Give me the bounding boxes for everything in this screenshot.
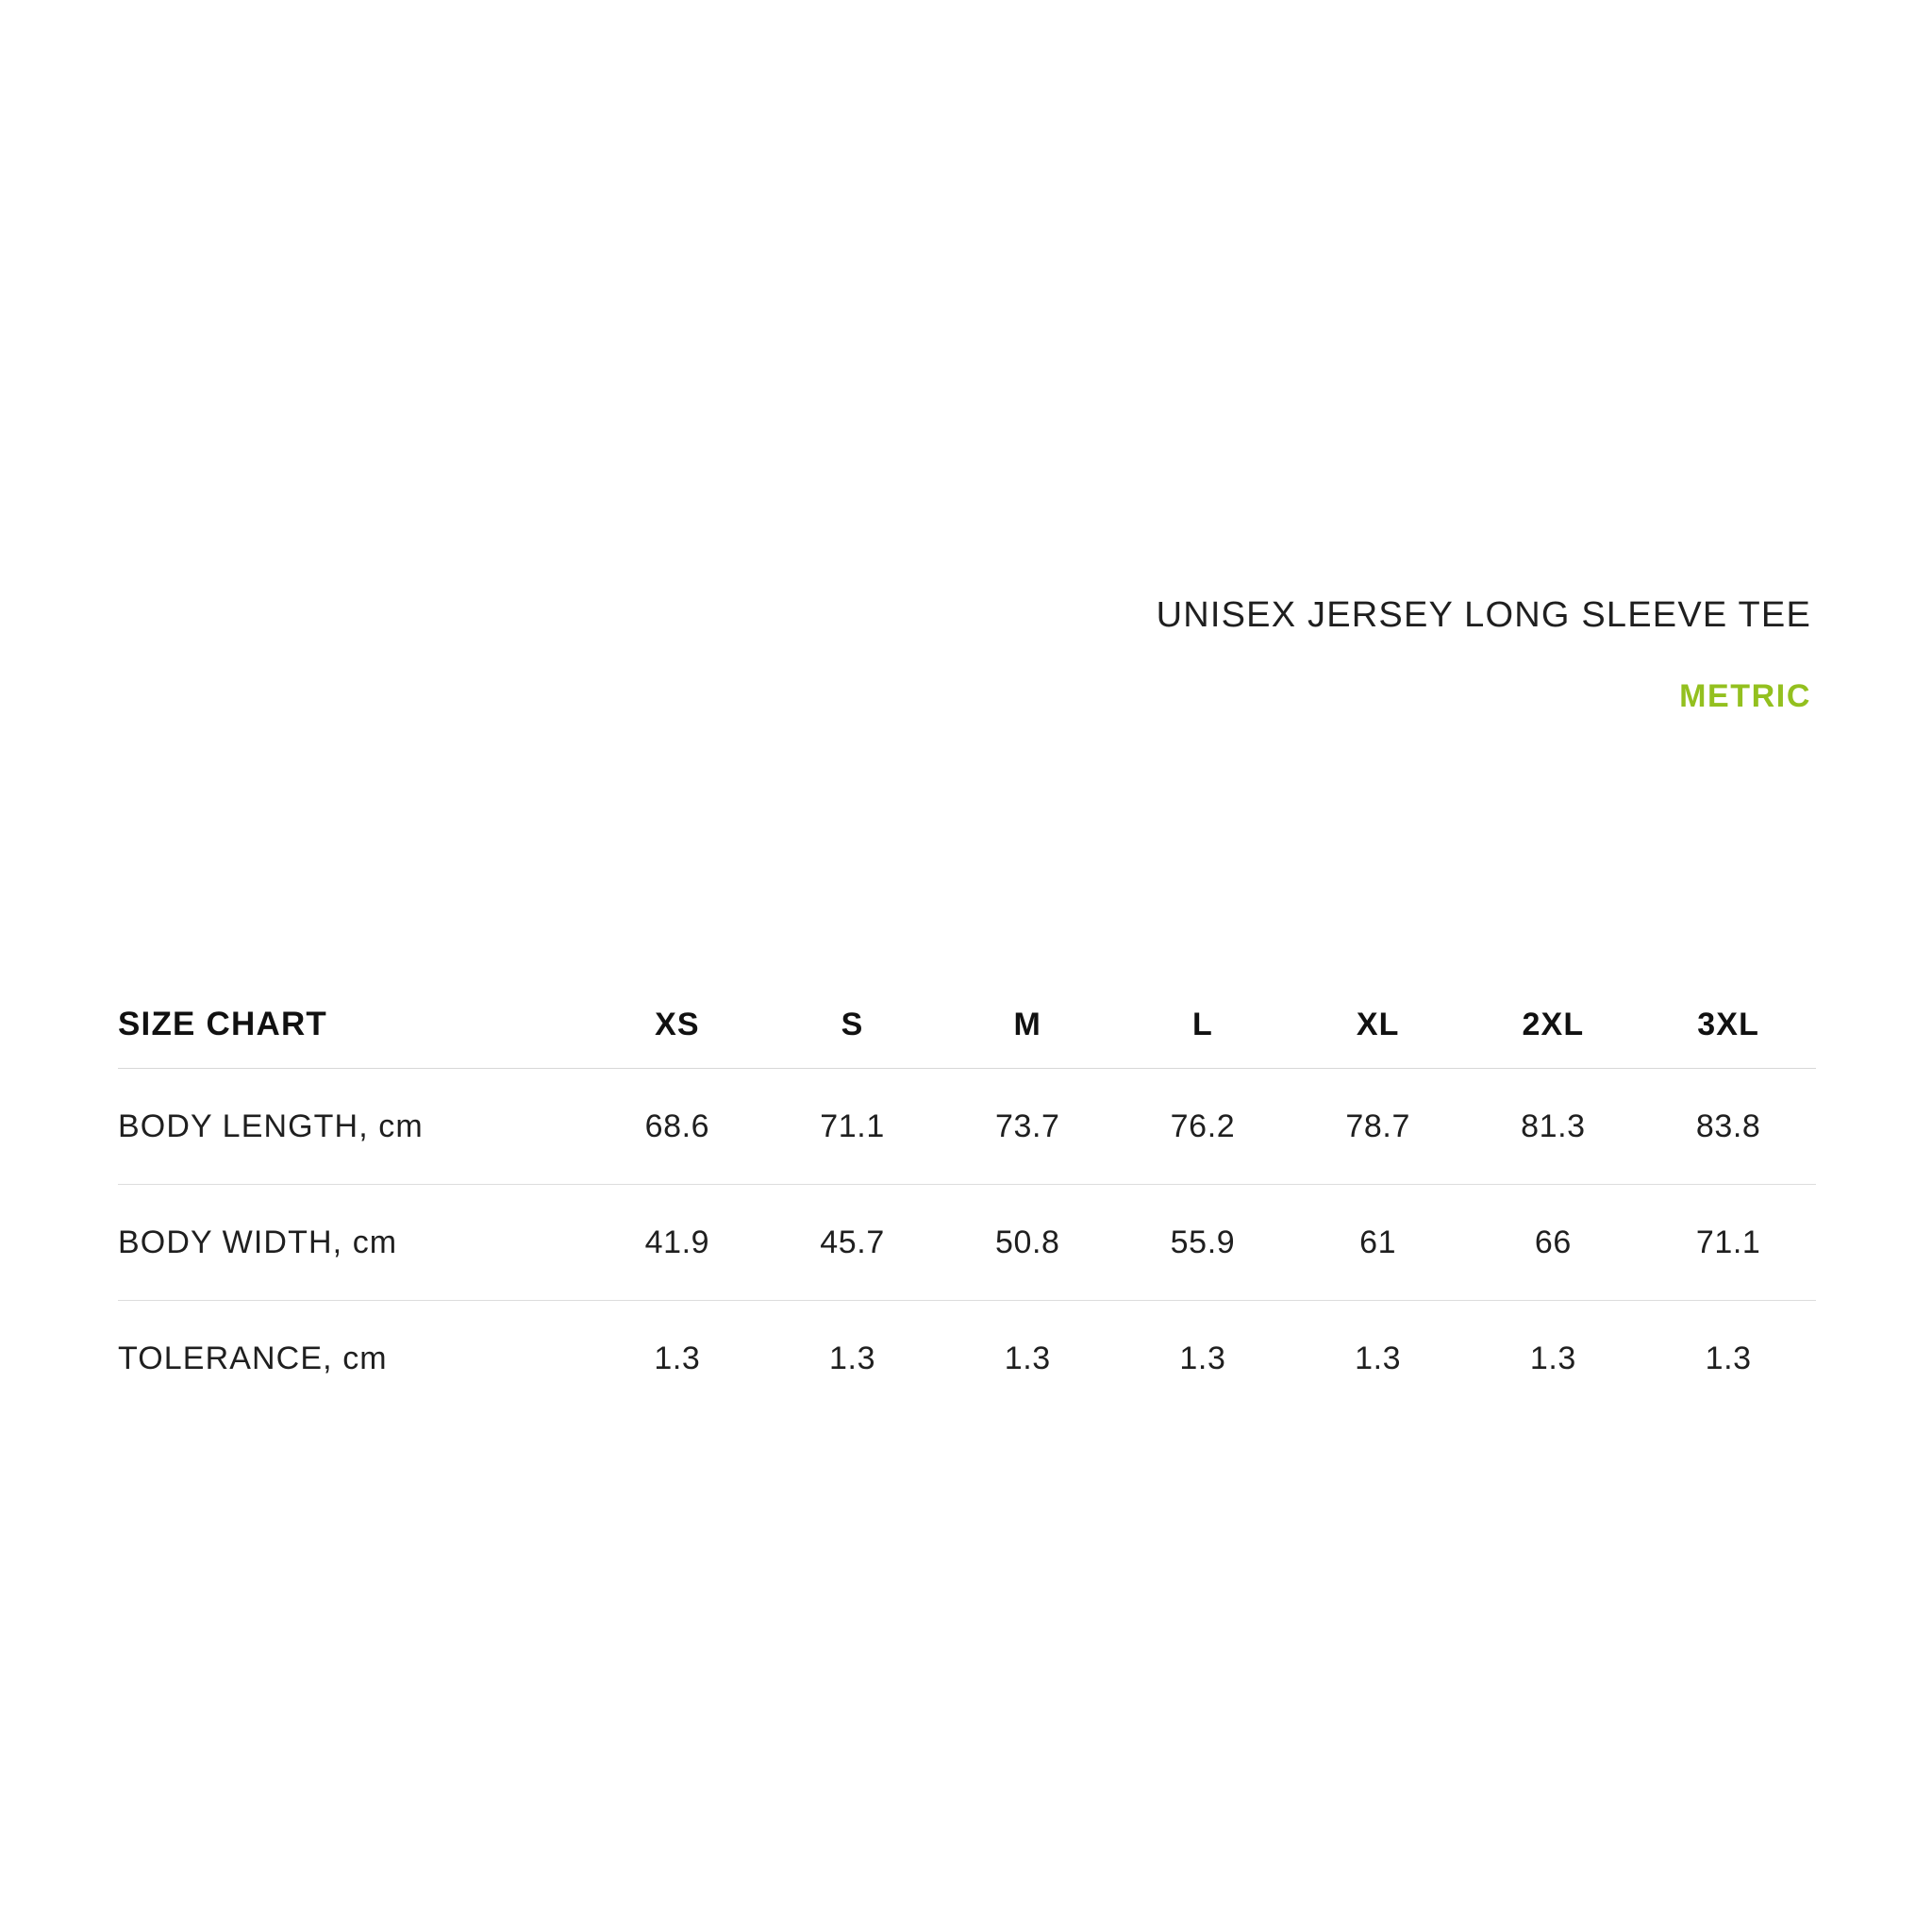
cell-tolerance-3xl: 1.3 xyxy=(1641,1301,1816,1417)
cell-tolerance-2xl: 1.3 xyxy=(1466,1301,1641,1417)
cell-body-length-m: 73.7 xyxy=(940,1069,1115,1185)
cell-tolerance-s: 1.3 xyxy=(765,1301,941,1417)
product-title: UNISEX JERSEY LONG SLEEVE TEE xyxy=(1156,595,1811,635)
table-header-row xyxy=(118,981,1816,1069)
cell-body-width-s: 45.7 xyxy=(765,1185,941,1301)
row-label-tolerance: TOLERANCE, cm xyxy=(118,1301,590,1417)
cell-body-length-xl: 78.7 xyxy=(1291,1069,1466,1185)
column-header-2xl: 2XL xyxy=(1522,1006,1585,1042)
column-header-s: S xyxy=(841,1006,864,1042)
size-chart-table-wrap xyxy=(118,981,1816,1416)
chart-header xyxy=(1157,594,1811,715)
cell-tolerance-xl: 1.3 xyxy=(1291,1301,1466,1417)
cell-body-length-s: 71.1 xyxy=(765,1069,941,1185)
cell-body-length-3xl: 83.8 xyxy=(1641,1069,1816,1185)
cell-body-length-l: 76.2 xyxy=(1115,1069,1291,1185)
cell-body-width-xs: 41.9 xyxy=(590,1185,765,1301)
cell-tolerance-xs: 1.3 xyxy=(590,1301,765,1417)
column-header-xs: XS xyxy=(655,1006,700,1042)
cell-body-width-xl: 61 xyxy=(1291,1185,1466,1301)
table-row xyxy=(118,1301,1816,1417)
column-header-xl: XL xyxy=(1356,1006,1400,1042)
column-header-3xl: 3XL xyxy=(1697,1006,1759,1042)
size-chart-table xyxy=(118,981,1816,1416)
cell-body-length-2xl: 81.3 xyxy=(1466,1069,1641,1185)
cell-body-length-xs: 68.6 xyxy=(590,1069,765,1185)
table-row xyxy=(118,1185,1816,1301)
unit-system-label: METRIC xyxy=(1679,677,1811,714)
cell-body-width-m: 50.8 xyxy=(940,1185,1115,1301)
cell-body-width-2xl: 66 xyxy=(1466,1185,1641,1301)
column-header-m: M xyxy=(1013,1006,1041,1042)
cell-body-width-3xl: 71.1 xyxy=(1641,1185,1816,1301)
table-row xyxy=(118,1069,1816,1185)
row-label-body-length: BODY LENGTH, cm xyxy=(118,1069,590,1185)
table-title-cell: SIZE CHART xyxy=(118,1006,327,1042)
cell-tolerance-l: 1.3 xyxy=(1115,1301,1291,1417)
cell-tolerance-m: 1.3 xyxy=(940,1301,1115,1417)
column-header-l: L xyxy=(1192,1006,1213,1042)
cell-body-width-l: 55.9 xyxy=(1115,1185,1291,1301)
row-label-body-width: BODY WIDTH, cm xyxy=(118,1185,590,1301)
